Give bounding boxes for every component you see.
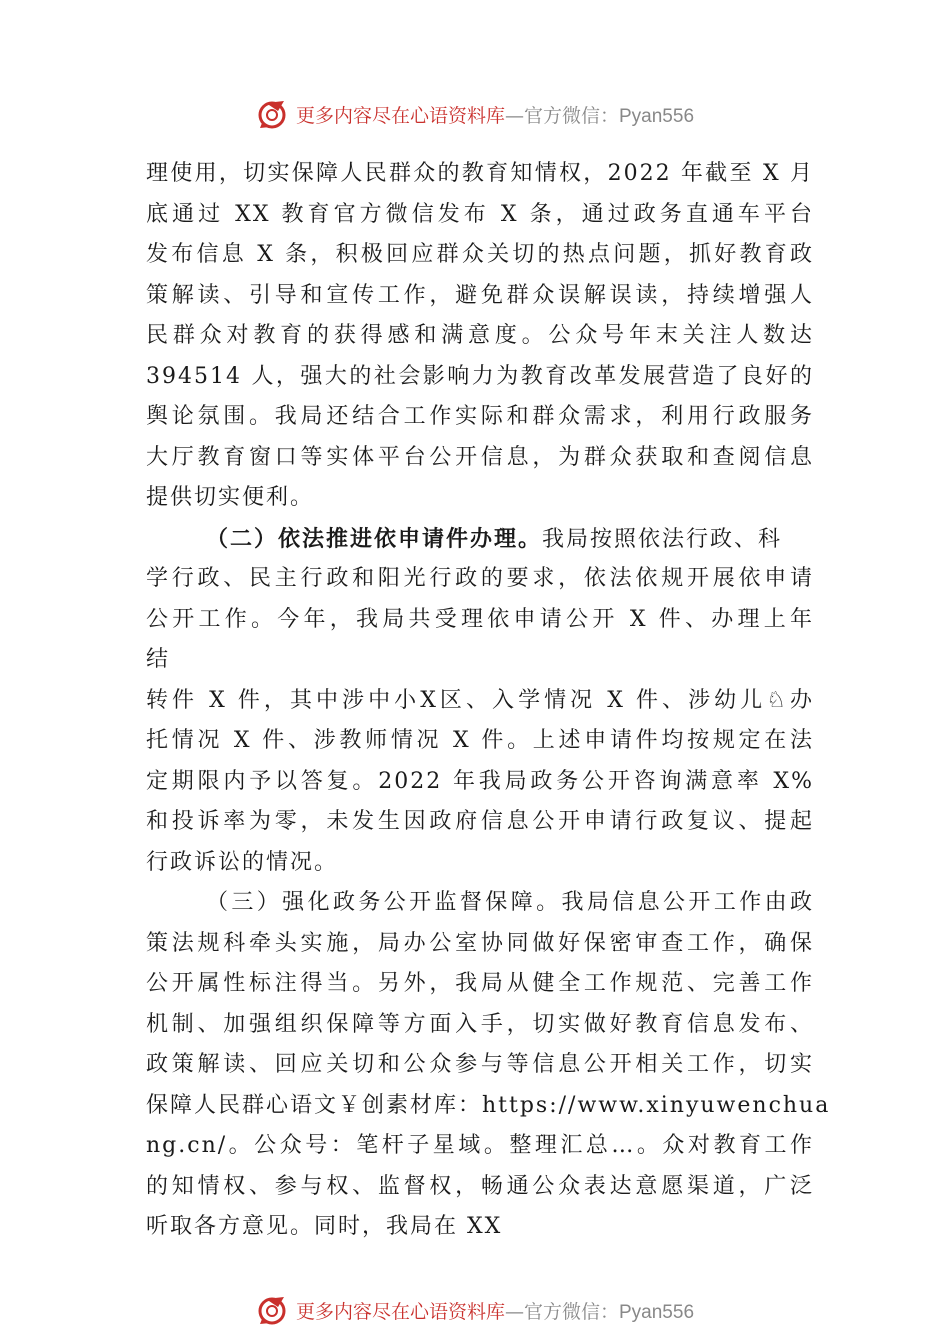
text-line: 策解读、引导和宣传工作，避免群众误解误读，持续增强人 [146,282,814,308]
banner-dash: — [504,1300,524,1323]
header-watermark-banner [0,94,950,134]
text-line: 政策解读、回应关切和公众参与等信息公开相关工作，切实 [146,1052,814,1077]
paragraph-1 [146,154,814,519]
text-line: 和投诉率为零，未发生因政府信息公开申请行政复议、提起 [146,809,814,834]
section-heading-2: （二）依法推进依申请件办理。 [206,525,543,552]
text-line: 转件 X 件，其中涉中小X区、入学情况 X 件、涉幼儿♘办 [146,687,814,713]
banner-main: 更多内容尽在心语资料库 [295,1300,505,1323]
footer-watermark-banner [0,1290,950,1330]
text-line: ng.cn/。公众号：笔杆子星域。整理汇总…。众对教育工作 [146,1133,814,1158]
text-line: 舆论氛围。我局还结合工作实际和群众需求，利用行政服务 [146,404,814,429]
text-line: 学行政、民主行政和阳光行政的要求，依法依规开展依申请 [146,566,814,591]
banner-dash: — [504,104,524,127]
text-span: 我局按照依法行政、科 [542,526,783,552]
document-body [146,154,831,1248]
text-line: 策法规科牵头实施，局办公室协同做好保密审查工作，确保 [146,930,814,956]
text-line: 行政诉讼的情况。 [146,849,339,875]
text-line: 机制、加强组织保障等方面入手，切实做好教育信息发布、 [146,1011,814,1037]
text-line: 结 [146,647,171,672]
text-line: 发布信息 X 条，积极回应群众关切的热点问题，抓好教育政 [146,242,814,267]
text-line: 提供切实便利。 [146,485,315,510]
text-line: 的知情权、参与权、监督权，畅通公众表达意愿渠道，广泛 [146,1173,814,1199]
banner-text [296,1297,694,1324]
text-line: 保障人民群心语文￥创素材库：https://www.xinyuwenchua [146,1092,831,1118]
paragraph-3 [146,883,831,1248]
text-line: 理使用，切实保障人民群众的教育知情权，2022 年截至 X 月 [146,161,814,186]
banner-suffix: 官方微信： [523,1300,619,1323]
text-line: 民群众对教育的获得感和满意度。公众号年末关注人数达 [146,323,814,348]
text-line: 大厅教育窗口等实体平台公开信息，为群众获取和查阅信息 [146,444,814,470]
banner-wechat-id: Pyan556 [619,105,695,127]
banner-main: 更多内容尽在心语资料库 [295,104,505,127]
brand-logo-icon [256,97,290,131]
text-line: 公开工作。今年，我局共受理依申请公开 X 件、办理上年 [146,606,814,632]
banner-text [296,101,694,128]
section-heading-3: （三）强化政务公开监督保障。我局信息公开工作由政 [206,890,814,915]
text-line: 托情况 X 件、涉教师情况 X 件。上述申请件均按规定在法 [146,728,814,753]
text-line: 公开属性标注得当。另外，我局从健全工作规范、完善工作 [146,971,814,996]
brand-logo-icon [256,1293,290,1327]
text-line: 394514 人，强大的社会影响力为教育改革发展营造了良好的 [146,363,814,389]
text-line: 定期限内予以答复。2022 年我局政务公开咨询满意率 X% [146,768,814,794]
banner-suffix: 官方微信： [523,104,619,127]
section-heading-line [146,519,814,560]
banner-wechat-id: Pyan556 [619,1301,695,1323]
text-line: 底通过 XX 教育官方微信发布 X 条，通过政务直通车平台 [146,201,814,227]
text-line: 听取各方意见。同时，我局在 XX [146,1214,503,1239]
paragraph-2 [146,519,814,884]
